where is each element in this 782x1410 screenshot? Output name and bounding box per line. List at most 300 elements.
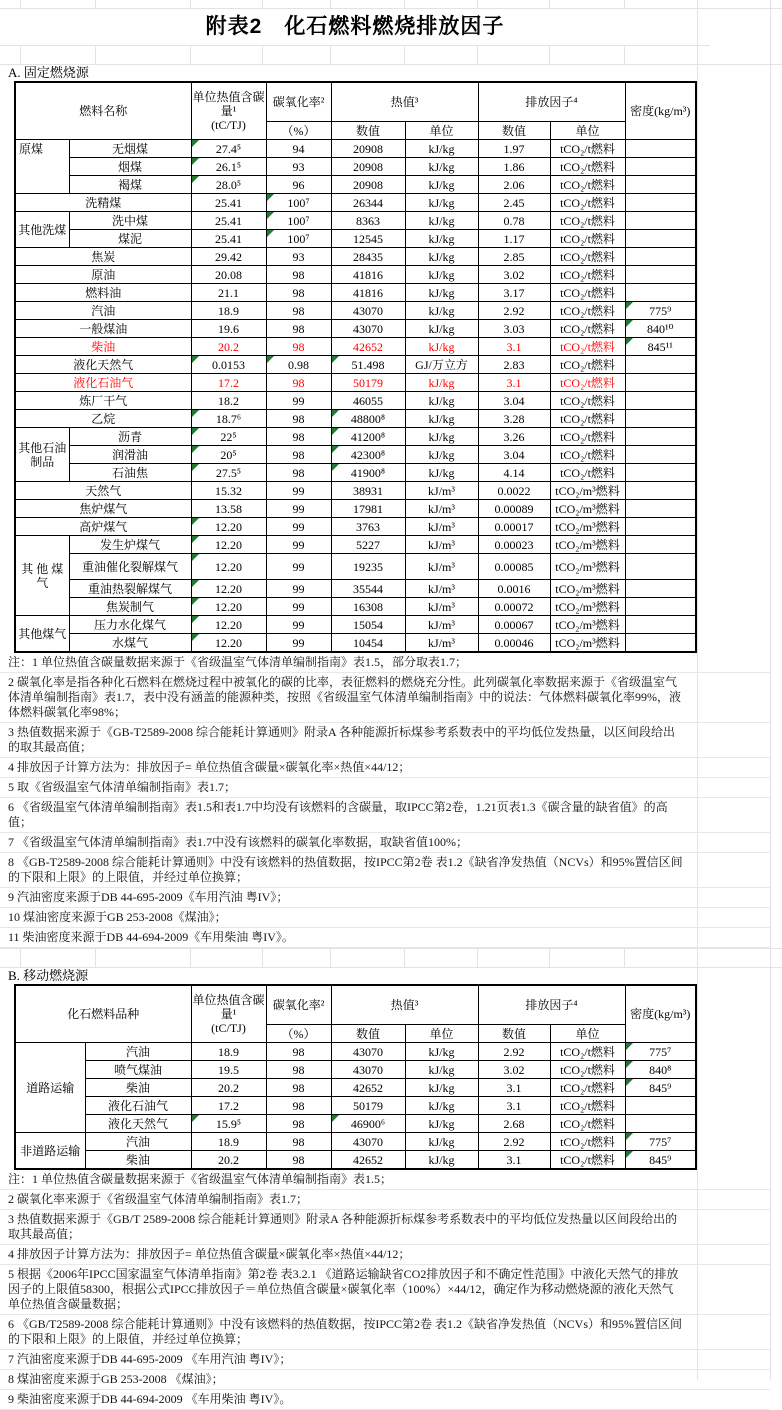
- fuel-name-cell[interactable]: 汽油: [15, 302, 191, 320]
- cell-oxidation-rate[interactable]: 98: [266, 1151, 331, 1170]
- cell-heat-unit[interactable]: kJ/kg: [405, 446, 478, 464]
- cell-oxidation-rate[interactable]: 100⁷: [266, 230, 331, 248]
- fuel-name-cell[interactable]: 高炉煤气: [15, 518, 191, 536]
- cell-carbon-content[interactable]: 19.6: [191, 320, 266, 338]
- cell-density[interactable]: 775⁹: [625, 302, 696, 320]
- cell-heat-unit[interactable]: kJ/m³: [405, 536, 478, 554]
- cell-ef-value[interactable]: 2.68: [478, 1115, 550, 1133]
- fuel-name-cell[interactable]: 一般煤油: [15, 320, 191, 338]
- cell-heat-value[interactable]: 17981: [331, 500, 405, 518]
- cell-oxidation-rate[interactable]: 98: [266, 446, 331, 464]
- cell-ef-value[interactable]: 2.45: [478, 194, 550, 212]
- cell-heat-value[interactable]: 26344: [331, 194, 405, 212]
- cell-carbon-content[interactable]: 27.4⁵: [191, 140, 266, 158]
- cell-oxidation-rate[interactable]: 98: [266, 1133, 331, 1151]
- cell-carbon-content[interactable]: 18.2: [191, 392, 266, 410]
- cell-heat-value[interactable]: 51.498: [331, 356, 405, 374]
- cell-carbon-content[interactable]: 12.20: [191, 518, 266, 536]
- cell-ef-unit[interactable]: tCO₂/m³燃料: [550, 634, 625, 653]
- cell-carbon-content[interactable]: 29.42: [191, 248, 266, 266]
- cell-ef-unit[interactable]: tCO₂/t燃料: [550, 230, 625, 248]
- cell-heat-value[interactable]: 20908: [331, 158, 405, 176]
- cell-carbon-content[interactable]: 12.20: [191, 616, 266, 634]
- cell-oxidation-rate[interactable]: 98: [266, 284, 331, 302]
- col-header-fuel-name[interactable]: 燃料名称: [15, 82, 191, 140]
- cell-ef-value[interactable]: 3.02: [478, 266, 550, 284]
- col-header-density[interactable]: 密度(kg/m³): [625, 985, 696, 1043]
- cell-heat-value[interactable]: 5227: [331, 536, 405, 554]
- fuel-name-cell[interactable]: 石油焦: [69, 464, 191, 482]
- cell-heat-unit[interactable]: kJ/kg: [405, 1115, 478, 1133]
- cell-carbon-content[interactable]: 20.2: [191, 338, 266, 356]
- fuel-name-cell[interactable]: 液化石油气: [15, 374, 191, 392]
- cell-heat-value[interactable]: 3763: [331, 518, 405, 536]
- cell-heat-value[interactable]: 41816: [331, 284, 405, 302]
- cell-ef-value[interactable]: 3.1: [478, 338, 550, 356]
- fuel-name-cell[interactable]: 洗精煤: [15, 194, 191, 212]
- cell-density[interactable]: [625, 266, 696, 284]
- cell-density[interactable]: [625, 616, 696, 634]
- cell-density[interactable]: [625, 194, 696, 212]
- col-header-oxidation-rate[interactable]: 碳氧化率²: [266, 82, 331, 122]
- cell-heat-unit[interactable]: kJ/kg: [405, 302, 478, 320]
- cell-oxidation-rate[interactable]: 99: [266, 500, 331, 518]
- cell-heat-value[interactable]: 50179: [331, 374, 405, 392]
- cell-heat-unit[interactable]: kJ/m³: [405, 500, 478, 518]
- col-header-ef-unit[interactable]: 单位: [550, 122, 625, 140]
- cell-heat-value[interactable]: 42652: [331, 1151, 405, 1170]
- cell-oxidation-rate[interactable]: 98: [266, 320, 331, 338]
- cell-heat-unit[interactable]: kJ/kg: [405, 1079, 478, 1097]
- cell-ef-unit[interactable]: tCO₂/t燃料: [550, 428, 625, 446]
- fuel-name-cell[interactable]: 炼厂干气: [15, 392, 191, 410]
- cell-heat-value[interactable]: 43070: [331, 1043, 405, 1061]
- fuel-name-cell[interactable]: 焦炭: [15, 248, 191, 266]
- col-header-carbon-content[interactable]: [191, 82, 266, 140]
- cell-ef-unit[interactable]: tCO₂/m³燃料: [550, 518, 625, 536]
- cell-density[interactable]: [625, 536, 696, 554]
- cell-heat-value[interactable]: 12545: [331, 230, 405, 248]
- cell-ef-unit[interactable]: tCO₂/t燃料: [550, 1079, 625, 1097]
- cell-carbon-content[interactable]: 27.5⁵: [191, 464, 266, 482]
- cell-heat-value[interactable]: 42652: [331, 338, 405, 356]
- cell-density[interactable]: 845¹¹: [625, 338, 696, 356]
- cell-density[interactable]: [625, 598, 696, 616]
- fuel-name-cell[interactable]: 润滑油: [69, 446, 191, 464]
- cell-heat-value[interactable]: 43070: [331, 302, 405, 320]
- cell-density[interactable]: [625, 482, 696, 500]
- cell-density[interactable]: [625, 1097, 696, 1115]
- cell-density[interactable]: [625, 1115, 696, 1133]
- cell-ef-unit[interactable]: tCO₂/t燃料: [550, 464, 625, 482]
- cell-ef-value[interactable]: 3.17: [478, 284, 550, 302]
- cell-ef-unit[interactable]: tCO₂/t燃料: [550, 338, 625, 356]
- cell-ef-value[interactable]: 3.04: [478, 446, 550, 464]
- cell-oxidation-rate[interactable]: 98: [266, 1097, 331, 1115]
- fuel-name-cell[interactable]: 焦炉煤气: [15, 500, 191, 518]
- col-header-heat-value[interactable]: 热值³: [331, 985, 478, 1025]
- cell-carbon-content[interactable]: 17.2: [191, 1097, 266, 1115]
- cell-ef-value[interactable]: 2.92: [478, 302, 550, 320]
- cell-heat-unit[interactable]: kJ/kg: [405, 1097, 478, 1115]
- fuel-name-cell[interactable]: 乙烷: [15, 410, 191, 428]
- cell-density[interactable]: [625, 356, 696, 374]
- cell-ef-value[interactable]: 3.04: [478, 392, 550, 410]
- cell-heat-value[interactable]: 41900⁸: [331, 464, 405, 482]
- cell-ef-value[interactable]: 3.26: [478, 428, 550, 446]
- cell-ef-unit[interactable]: tCO₂/t燃料: [550, 374, 625, 392]
- fuel-name-cell[interactable]: 柴油: [85, 1079, 191, 1097]
- col-header-oxidation-rate[interactable]: 碳氧化率²: [266, 985, 331, 1025]
- cell-density[interactable]: [625, 500, 696, 518]
- cell-ef-value[interactable]: 0.0016: [478, 580, 550, 598]
- cell-carbon-content[interactable]: 12.20: [191, 554, 266, 580]
- col-header-carbon-content[interactable]: [191, 985, 266, 1043]
- fuel-name-cell[interactable]: 原油: [15, 266, 191, 284]
- col-header-emission-factor[interactable]: 排放因子⁴: [478, 82, 625, 122]
- cell-carbon-content[interactable]: 19.5: [191, 1061, 266, 1079]
- col-header-heat-num[interactable]: 数值: [331, 122, 405, 140]
- cell-oxidation-rate[interactable]: 98: [266, 464, 331, 482]
- cell-ef-unit[interactable]: tCO₂/t燃料: [550, 302, 625, 320]
- cell-heat-unit[interactable]: kJ/kg: [405, 320, 478, 338]
- cell-heat-value[interactable]: 19235: [331, 554, 405, 580]
- cell-heat-unit[interactable]: kJ/kg: [405, 284, 478, 302]
- cell-heat-unit[interactable]: kJ/kg: [405, 410, 478, 428]
- cell-heat-value[interactable]: 20908: [331, 140, 405, 158]
- cell-heat-value[interactable]: 16308: [331, 598, 405, 616]
- cell-oxidation-rate[interactable]: 98: [266, 374, 331, 392]
- cell-ef-value[interactable]: 0.00067: [478, 616, 550, 634]
- cell-carbon-content[interactable]: 21.1: [191, 284, 266, 302]
- cell-heat-value[interactable]: 8363: [331, 212, 405, 230]
- cell-heat-value[interactable]: 42652: [331, 1079, 405, 1097]
- cell-ef-value[interactable]: 1.17: [478, 230, 550, 248]
- cell-ef-value[interactable]: 0.00072: [478, 598, 550, 616]
- cell-heat-unit[interactable]: kJ/kg: [405, 1133, 478, 1151]
- cell-heat-unit[interactable]: kJ/kg: [405, 374, 478, 392]
- cell-carbon-content[interactable]: 17.2: [191, 374, 266, 392]
- cell-heat-unit[interactable]: kJ/kg: [405, 140, 478, 158]
- fuel-name-cell[interactable]: 压力水化煤气: [69, 616, 191, 634]
- cell-ef-value[interactable]: 1.86: [478, 158, 550, 176]
- fuel-group-cell[interactable]: 其 他 煤 气: [15, 536, 69, 616]
- cell-ef-value[interactable]: 4.14: [478, 464, 550, 482]
- fuel-name-cell[interactable]: 发生炉煤气: [69, 536, 191, 554]
- cell-density[interactable]: [625, 464, 696, 482]
- cell-carbon-content[interactable]: 12.20: [191, 634, 266, 653]
- cell-ef-unit[interactable]: tCO₂/t燃料: [550, 158, 625, 176]
- cell-ef-value[interactable]: 0.00046: [478, 634, 550, 653]
- cell-density[interactable]: [625, 374, 696, 392]
- cell-density[interactable]: [625, 158, 696, 176]
- cell-heat-value[interactable]: 20908: [331, 176, 405, 194]
- cell-ef-unit[interactable]: tCO₂/t燃料: [550, 1097, 625, 1115]
- col-header-heat-value[interactable]: 热值³: [331, 82, 478, 122]
- fuel-name-cell[interactable]: 水煤气: [69, 634, 191, 653]
- cell-carbon-content[interactable]: 20⁵: [191, 446, 266, 464]
- cell-heat-unit[interactable]: kJ/m³: [405, 580, 478, 598]
- cell-ef-unit[interactable]: tCO₂/t燃料: [550, 1043, 625, 1061]
- cell-heat-value[interactable]: 46900⁶: [331, 1115, 405, 1133]
- cell-heat-value[interactable]: 38931: [331, 482, 405, 500]
- cell-density[interactable]: 840⁸: [625, 1061, 696, 1079]
- cell-density[interactable]: [625, 284, 696, 302]
- fuel-group-cell[interactable]: 其他煤气: [15, 616, 69, 653]
- cell-density[interactable]: 845⁹: [625, 1079, 696, 1097]
- fuel-name-cell[interactable]: 褐煤: [69, 176, 191, 194]
- cell-carbon-content[interactable]: 18.9: [191, 1133, 266, 1151]
- fuel-name-cell[interactable]: 煤泥: [69, 230, 191, 248]
- cell-carbon-content[interactable]: 15.9⁵: [191, 1115, 266, 1133]
- cell-oxidation-rate[interactable]: 99: [266, 634, 331, 653]
- cell-oxidation-rate[interactable]: 99: [266, 536, 331, 554]
- fuel-name-cell[interactable]: 洗中煤: [69, 212, 191, 230]
- cell-density[interactable]: [625, 446, 696, 464]
- cell-heat-unit[interactable]: kJ/kg: [405, 230, 478, 248]
- cell-oxidation-rate[interactable]: 98: [266, 410, 331, 428]
- cell-carbon-content[interactable]: 20.08: [191, 266, 266, 284]
- cell-oxidation-rate[interactable]: 98: [266, 266, 331, 284]
- cell-heat-value[interactable]: 10454: [331, 634, 405, 653]
- cell-heat-unit[interactable]: kJ/kg: [405, 392, 478, 410]
- col-header-ef-num[interactable]: 数值: [478, 122, 550, 140]
- cell-oxidation-rate[interactable]: 100⁷: [266, 212, 331, 230]
- cell-oxidation-rate[interactable]: 99: [266, 482, 331, 500]
- fuel-name-cell[interactable]: 燃料油: [15, 284, 191, 302]
- cell-heat-unit[interactable]: kJ/kg: [405, 212, 478, 230]
- cell-heat-unit[interactable]: kJ/kg: [405, 1043, 478, 1061]
- fuel-name-cell[interactable]: 汽油: [85, 1043, 191, 1061]
- cell-ef-value[interactable]: 2.85: [478, 248, 550, 266]
- col-header-density[interactable]: 密度(kg/m³): [625, 82, 696, 140]
- cell-ef-unit[interactable]: tCO₂/t燃料: [550, 320, 625, 338]
- cell-ef-value[interactable]: 3.03: [478, 320, 550, 338]
- cell-heat-unit[interactable]: kJ/m³: [405, 482, 478, 500]
- cell-heat-unit[interactable]: kJ/kg: [405, 266, 478, 284]
- cell-carbon-content[interactable]: 22⁵: [191, 428, 266, 446]
- cell-ef-value[interactable]: 0.00085: [478, 554, 550, 580]
- fuel-name-cell[interactable]: 重油催化裂解煤气: [69, 554, 191, 580]
- cell-ef-unit[interactable]: tCO₂/m³燃料: [550, 554, 625, 580]
- cell-carbon-content[interactable]: 26.1⁵: [191, 158, 266, 176]
- fuel-name-cell[interactable]: 汽油: [85, 1133, 191, 1151]
- cell-heat-unit[interactable]: kJ/kg: [405, 194, 478, 212]
- fuel-name-cell[interactable]: 天然气: [15, 482, 191, 500]
- cell-density[interactable]: 775⁷: [625, 1133, 696, 1151]
- cell-oxidation-rate[interactable]: 98: [266, 1115, 331, 1133]
- cell-oxidation-rate[interactable]: 93: [266, 158, 331, 176]
- cell-heat-value[interactable]: 41200⁸: [331, 428, 405, 446]
- cell-oxidation-rate[interactable]: 99: [266, 598, 331, 616]
- cell-ef-unit[interactable]: tCO₂/t燃料: [550, 1061, 625, 1079]
- cell-carbon-content[interactable]: 12.20: [191, 580, 266, 598]
- cell-oxidation-rate[interactable]: 98: [266, 338, 331, 356]
- cell-heat-unit[interactable]: kJ/kg: [405, 464, 478, 482]
- cell-oxidation-rate[interactable]: 100⁷: [266, 194, 331, 212]
- cell-ef-value[interactable]: 3.28: [478, 410, 550, 428]
- cell-heat-value[interactable]: 43070: [331, 320, 405, 338]
- cell-carbon-content[interactable]: 18.7⁶: [191, 410, 266, 428]
- fuel-name-cell[interactable]: 液化石油气: [85, 1097, 191, 1115]
- cell-oxidation-rate[interactable]: 99: [266, 580, 331, 598]
- cell-ef-unit[interactable]: tCO₂/t燃料: [550, 248, 625, 266]
- fuel-name-cell[interactable]: 液化天然气: [15, 356, 191, 374]
- cell-ef-unit[interactable]: tCO₂/m³燃料: [550, 580, 625, 598]
- col-header-fuel-type[interactable]: 化石燃料品种: [15, 985, 191, 1043]
- cell-ef-unit[interactable]: tCO₂/m³燃料: [550, 536, 625, 554]
- cell-ef-value[interactable]: 3.02: [478, 1061, 550, 1079]
- cell-carbon-content[interactable]: 13.58: [191, 500, 266, 518]
- cell-ef-unit[interactable]: tCO₂/m³燃料: [550, 616, 625, 634]
- cell-ef-unit[interactable]: tCO₂/t燃料: [550, 284, 625, 302]
- cell-heat-value[interactable]: 43070: [331, 1061, 405, 1079]
- fuel-name-cell[interactable]: 重油热裂解煤气: [69, 580, 191, 598]
- cell-heat-unit[interactable]: kJ/m³: [405, 518, 478, 536]
- cell-heat-unit[interactable]: kJ/kg: [405, 1151, 478, 1170]
- cell-density[interactable]: [625, 580, 696, 598]
- cell-heat-value[interactable]: 50179: [331, 1097, 405, 1115]
- col-header-oxidation-unit[interactable]: （%）: [266, 122, 331, 140]
- col-header-heat-unit[interactable]: 单位: [405, 1025, 478, 1043]
- cell-ef-value[interactable]: 3.1: [478, 1151, 550, 1170]
- cell-ef-value[interactable]: 0.0022: [478, 482, 550, 500]
- fuel-group-cell[interactable]: 原煤: [15, 140, 69, 194]
- cell-heat-value[interactable]: 48800⁸: [331, 410, 405, 428]
- cell-ef-unit[interactable]: tCO₂/m³燃料: [550, 482, 625, 500]
- cell-heat-unit[interactable]: kJ/kg: [405, 176, 478, 194]
- cell-ef-value[interactable]: 0.00089: [478, 500, 550, 518]
- cell-oxidation-rate[interactable]: 99: [266, 554, 331, 580]
- cell-ef-value[interactable]: 2.92: [478, 1043, 550, 1061]
- fuel-name-cell[interactable]: 烟煤: [69, 158, 191, 176]
- cell-heat-unit[interactable]: kJ/kg: [405, 248, 478, 266]
- cell-density[interactable]: [625, 392, 696, 410]
- cell-heat-value[interactable]: 42300⁸: [331, 446, 405, 464]
- cell-heat-value[interactable]: 35544: [331, 580, 405, 598]
- fuel-group-cell[interactable]: 道路运输: [15, 1043, 85, 1133]
- fuel-name-cell[interactable]: 无烟煤: [69, 140, 191, 158]
- cell-ef-unit[interactable]: tCO₂/t燃料: [550, 266, 625, 284]
- cell-carbon-content[interactable]: 20.2: [191, 1151, 266, 1170]
- cell-density[interactable]: [625, 212, 696, 230]
- fuel-group-cell[interactable]: 其他洗煤: [15, 212, 69, 248]
- cell-ef-unit[interactable]: tCO₂/t燃料: [550, 446, 625, 464]
- cell-oxidation-rate[interactable]: 98: [266, 1061, 331, 1079]
- cell-ef-unit[interactable]: tCO₂/m³燃料: [550, 598, 625, 616]
- cell-ef-unit[interactable]: tCO₂/t燃料: [550, 356, 625, 374]
- cell-ef-value[interactable]: 2.92: [478, 1133, 550, 1151]
- cell-ef-value[interactable]: 3.1: [478, 374, 550, 392]
- cell-carbon-content[interactable]: 20.2: [191, 1079, 266, 1097]
- cell-density[interactable]: 775⁷: [625, 1043, 696, 1061]
- cell-oxidation-rate[interactable]: 98: [266, 1043, 331, 1061]
- cell-ef-value[interactable]: 2.06: [478, 176, 550, 194]
- fuel-name-cell[interactable]: 柴油: [85, 1151, 191, 1170]
- cell-oxidation-rate[interactable]: 0.98: [266, 356, 331, 374]
- cell-heat-unit[interactable]: GJ/万立方: [405, 356, 478, 374]
- cell-ef-value[interactable]: 2.83: [478, 356, 550, 374]
- cell-density[interactable]: [625, 176, 696, 194]
- cell-heat-unit[interactable]: kJ/kg: [405, 428, 478, 446]
- col-header-ef-unit[interactable]: 单位: [550, 1025, 625, 1043]
- cell-heat-value[interactable]: 46055: [331, 392, 405, 410]
- col-header-oxidation-unit[interactable]: （%）: [266, 1025, 331, 1043]
- cell-ef-unit[interactable]: tCO₂/t燃料: [550, 140, 625, 158]
- col-header-emission-factor[interactable]: 排放因子⁴: [478, 985, 625, 1025]
- cell-oxidation-rate[interactable]: 99: [266, 518, 331, 536]
- cell-heat-value[interactable]: 43070: [331, 1133, 405, 1151]
- cell-density[interactable]: [625, 634, 696, 653]
- fuel-group-cell[interactable]: 其他石油制品: [15, 428, 69, 482]
- cell-carbon-content[interactable]: 15.32: [191, 482, 266, 500]
- cell-ef-value[interactable]: 3.1: [478, 1079, 550, 1097]
- fuel-name-cell[interactable]: 液化天然气: [85, 1115, 191, 1133]
- cell-density[interactable]: 845⁹: [625, 1151, 696, 1170]
- cell-ef-unit[interactable]: tCO₂/t燃料: [550, 176, 625, 194]
- cell-density[interactable]: [625, 410, 696, 428]
- cell-oxidation-rate[interactable]: 98: [266, 302, 331, 320]
- cell-density[interactable]: 840¹⁰: [625, 320, 696, 338]
- cell-heat-value[interactable]: 28435: [331, 248, 405, 266]
- cell-heat-unit[interactable]: kJ/m³: [405, 634, 478, 653]
- cell-ef-unit[interactable]: tCO₂/t燃料: [550, 410, 625, 428]
- cell-oxidation-rate[interactable]: 93: [266, 248, 331, 266]
- cell-ef-value[interactable]: 1.97: [478, 140, 550, 158]
- cell-ef-unit[interactable]: tCO₂/t燃料: [550, 212, 625, 230]
- fuel-name-cell[interactable]: 沥青: [69, 428, 191, 446]
- fuel-name-cell[interactable]: 柴油: [15, 338, 191, 356]
- cell-heat-unit[interactable]: kJ/kg: [405, 158, 478, 176]
- cell-oxidation-rate[interactable]: 99: [266, 392, 331, 410]
- cell-density[interactable]: [625, 428, 696, 446]
- cell-density[interactable]: [625, 230, 696, 248]
- cell-density[interactable]: [625, 248, 696, 266]
- cell-heat-value[interactable]: 41816: [331, 266, 405, 284]
- cell-oxidation-rate[interactable]: 96: [266, 176, 331, 194]
- cell-oxidation-rate[interactable]: 98: [266, 428, 331, 446]
- cell-heat-unit[interactable]: kJ/kg: [405, 1061, 478, 1079]
- cell-oxidation-rate[interactable]: 98: [266, 1079, 331, 1097]
- fuel-name-cell[interactable]: 焦炭制气: [69, 598, 191, 616]
- cell-ef-unit[interactable]: tCO₂/t燃料: [550, 1115, 625, 1133]
- cell-ef-value[interactable]: 3.1: [478, 1097, 550, 1115]
- cell-carbon-content[interactable]: 12.20: [191, 598, 266, 616]
- cell-ef-value[interactable]: 0.78: [478, 212, 550, 230]
- col-header-heat-num[interactable]: 数值: [331, 1025, 405, 1043]
- col-header-heat-unit[interactable]: 单位: [405, 122, 478, 140]
- cell-carbon-content[interactable]: 12.20: [191, 536, 266, 554]
- cell-ef-unit[interactable]: tCO₂/t燃料: [550, 1133, 625, 1151]
- cell-carbon-content[interactable]: 0.0153: [191, 356, 266, 374]
- cell-carbon-content[interactable]: 18.9: [191, 1043, 266, 1061]
- cell-oxidation-rate[interactable]: 94: [266, 140, 331, 158]
- cell-carbon-content[interactable]: 18.9: [191, 302, 266, 320]
- cell-ef-unit[interactable]: tCO₂/m³燃料: [550, 500, 625, 518]
- cell-ef-unit[interactable]: tCO₂/t燃料: [550, 1151, 625, 1170]
- cell-heat-unit[interactable]: kJ/kg: [405, 338, 478, 356]
- cell-density[interactable]: [625, 554, 696, 580]
- fuel-name-cell[interactable]: 喷气煤油: [85, 1061, 191, 1079]
- cell-heat-unit[interactable]: kJ/m³: [405, 616, 478, 634]
- cell-density[interactable]: [625, 140, 696, 158]
- cell-oxidation-rate[interactable]: 99: [266, 616, 331, 634]
- cell-carbon-content[interactable]: 25.41: [191, 212, 266, 230]
- cell-ef-value[interactable]: 0.00023: [478, 536, 550, 554]
- cell-ef-unit[interactable]: tCO₂/t燃料: [550, 392, 625, 410]
- cell-carbon-content[interactable]: 25.41: [191, 194, 266, 212]
- cell-density[interactable]: [625, 518, 696, 536]
